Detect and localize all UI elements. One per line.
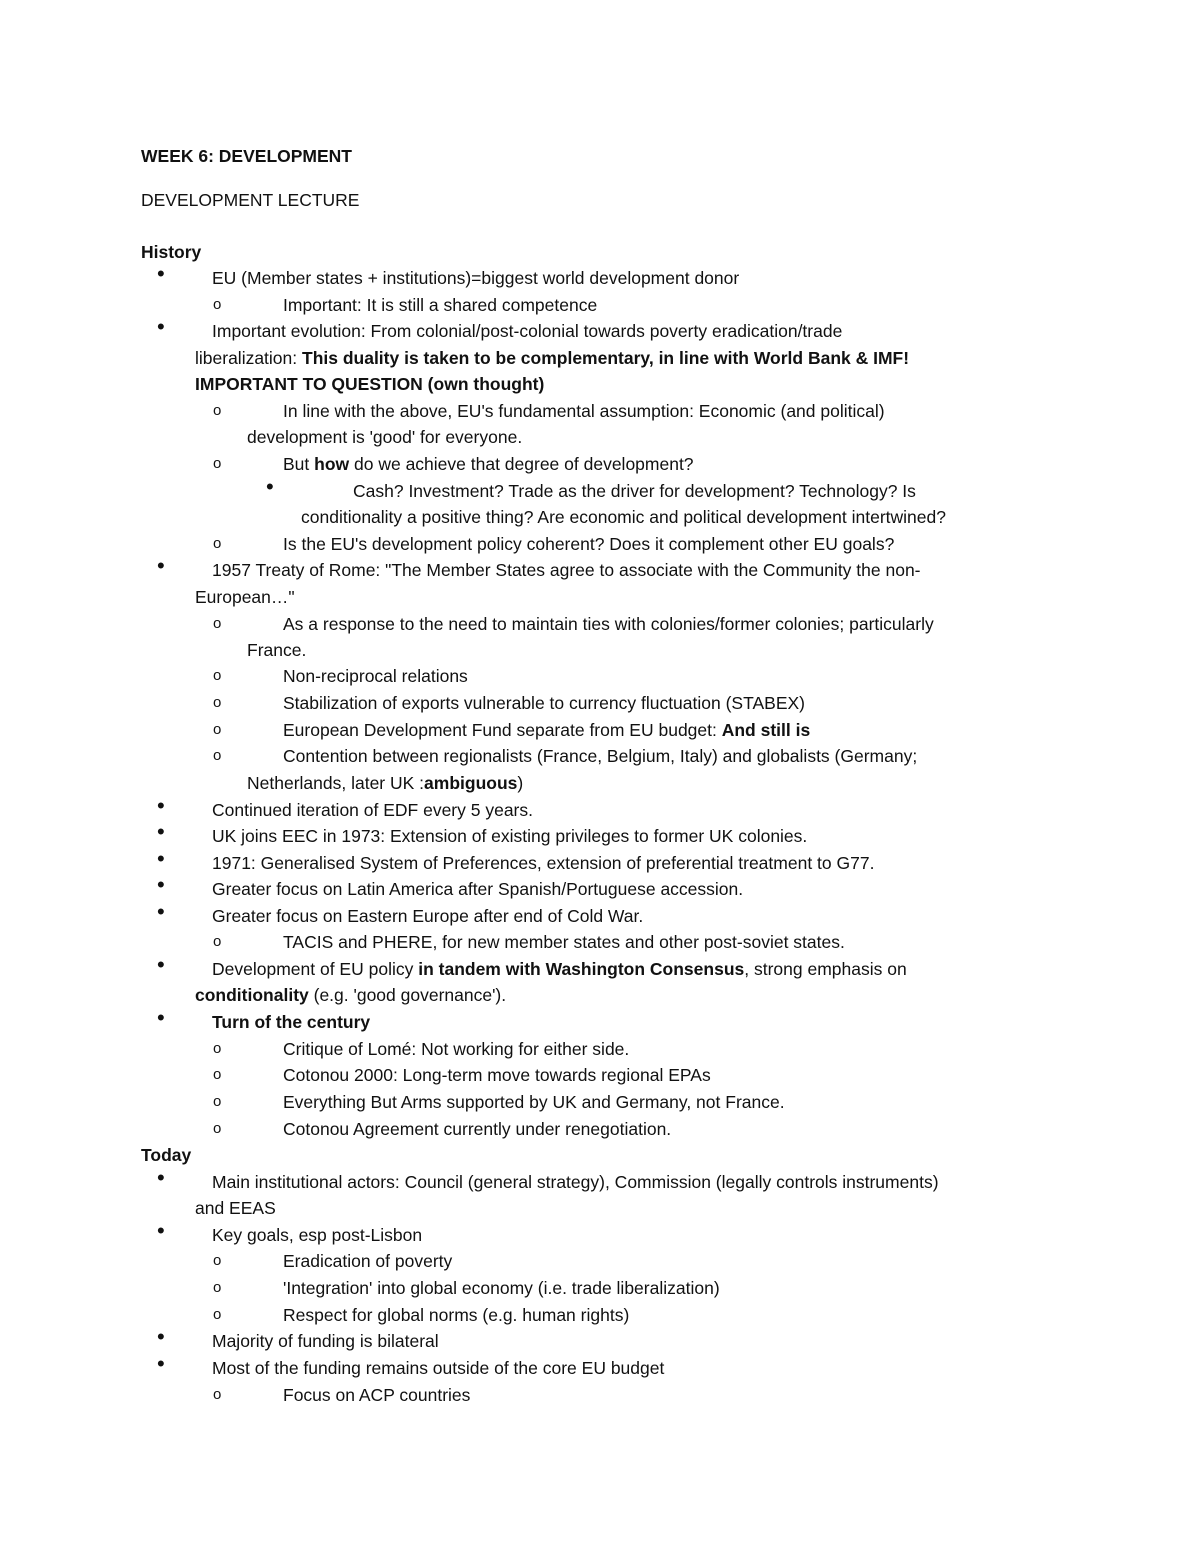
text-run: 1971: Generalised System of Preferences, extension of preferential treatment to G77. — [212, 853, 875, 873]
bold-text: conditionality — [195, 985, 309, 1005]
line-h2i2aa — [353, 480, 916, 502]
text-run: Important: It is still a shared competence — [283, 295, 598, 315]
line-h2i1b — [247, 426, 522, 448]
sub-bullet-icon: o — [213, 1279, 222, 1296]
line-h9b — [195, 984, 506, 1006]
text-run: Continued iteration of EDF every 5 years. — [212, 800, 533, 820]
line-h2a — [212, 320, 842, 342]
sub-bullet-icon: o — [213, 1306, 222, 1323]
sub-bullet-icon: o — [213, 615, 222, 632]
text-run: 1957 Treaty of Rome: "The Member States agree to associate with the Community the non- — [212, 560, 921, 580]
bold-text: ambiguous — [424, 773, 518, 793]
line-h3i1a — [283, 613, 934, 635]
line-h3i1b — [247, 639, 306, 661]
text-run: Greater focus on Latin America after Spanish/Portuguese accession. — [212, 879, 744, 899]
bullet-icon: • — [157, 819, 165, 844]
text-run: Majority of funding is bilateral — [212, 1331, 439, 1351]
text-run: , strong emphasis on — [744, 959, 907, 979]
text-run: Cotonou Agreement currently under renegotiation. — [283, 1119, 672, 1139]
line-h2i1a — [283, 400, 885, 422]
text-run: But — [283, 454, 315, 474]
sub-bullet-icon: o — [213, 455, 222, 472]
line-h3i5b — [247, 772, 523, 794]
bullet-icon: • — [157, 952, 165, 977]
line-h2b — [195, 347, 909, 369]
bullet-icon: • — [157, 1165, 165, 1190]
bullet-icon: • — [157, 899, 165, 924]
text-run: European…" — [195, 587, 295, 607]
bold-text: This duality is taken to be complementary, in line with World Bank & IMF! — [302, 348, 910, 368]
text-run: conditionality a positive thing? Are economic and political development intertwined? — [301, 507, 946, 527]
text-run: EU (Member states + institutions)=biggest world development donor — [212, 268, 740, 288]
bullet-icon: • — [157, 1218, 165, 1243]
line-h4 — [212, 799, 533, 821]
text-run: Netherlands, later UK : — [247, 773, 425, 793]
line-h1a — [283, 294, 597, 316]
text-run: Cash? Investment? Trade as the driver for development? Technology? Is — [353, 481, 916, 501]
bold-text: how — [314, 454, 350, 474]
line-h10 — [212, 1011, 370, 1033]
line-h10i1 — [283, 1038, 629, 1060]
line-t2i3 — [283, 1304, 629, 1326]
line-h8i1 — [283, 931, 845, 953]
line-h10i2 — [283, 1064, 711, 1086]
line-h3i5a — [283, 745, 917, 767]
text-run: (e.g. 'good governance'). — [308, 985, 507, 1005]
text-run: Everything But Arms supported by UK and Germany, not France. — [283, 1092, 785, 1112]
document-subtitle: DEVELOPMENT LECTURE — [141, 190, 360, 210]
sub-bullet-icon: o — [213, 535, 222, 552]
line-h2i3 — [283, 533, 894, 555]
line-t4 — [212, 1357, 664, 1379]
line-t2i2 — [283, 1277, 720, 1299]
sub-bullet-icon: o — [213, 402, 222, 419]
text-run: France. — [247, 640, 307, 660]
bullet-icon: • — [157, 1351, 165, 1376]
line-h3i4 — [283, 719, 810, 741]
bold-text: And still is — [721, 720, 811, 740]
line-h1 — [212, 267, 739, 289]
text-run: Most of the funding remains outside of the core EU budget — [212, 1358, 665, 1378]
section-heading-history: History — [141, 242, 202, 262]
line-h8 — [212, 905, 643, 927]
text-run: Stabilization of exports vulnerable to currency fluctuation (STABEX) — [283, 693, 806, 713]
line-h2i2ab — [301, 506, 946, 528]
bullet-icon: • — [157, 553, 165, 578]
sub-bullet-icon: o — [213, 667, 222, 684]
line-h2i2 — [283, 453, 694, 475]
line-t4i1 — [283, 1384, 470, 1406]
text-run: Greater focus on Eastern Europe after end of Cold War. — [212, 906, 644, 926]
text-run: do we achieve that degree of development? — [349, 454, 694, 474]
bullet-icon: • — [157, 314, 165, 339]
text-run: TACIS and PHERE, for new member states and other post-soviet states. — [283, 932, 845, 952]
line-h3a — [212, 559, 921, 581]
sub-bullet-icon: o — [213, 694, 222, 711]
bullet-icon: • — [157, 793, 165, 818]
text-run: UK joins EEC in 1973: Extension of existing privileges to former UK colonies. — [212, 826, 808, 846]
text-run: Respect for global norms (e.g. human rights) — [283, 1305, 630, 1325]
sub-bullet-icon: o — [213, 747, 222, 764]
text-run: Focus on ACP countries — [283, 1385, 471, 1405]
line-h6 — [212, 852, 874, 874]
text-run: Cotonou 2000: Long-term move towards regional EPAs — [283, 1065, 711, 1085]
section-heading-today: Today — [141, 1145, 192, 1165]
bullet-icon: • — [157, 261, 165, 286]
bullet-icon: • — [157, 1005, 165, 1030]
text-run: Contention between regionalists (France, Belgium, Italy) and globalists (Germany; — [283, 746, 918, 766]
sub-bullet-icon: o — [213, 1120, 222, 1137]
text-run: European Development Fund separate from EU budget: — [283, 720, 722, 740]
text-run: Key goals, esp post-Lisbon — [212, 1225, 423, 1245]
text-run: 'Integration' into global economy (i.e. trade liberalization) — [283, 1278, 720, 1298]
line-t2 — [212, 1224, 422, 1246]
text-run: ) — [517, 773, 524, 793]
sub-bullet-icon: o — [213, 1386, 222, 1403]
text-run: Development of EU policy — [212, 959, 419, 979]
line-t2i1 — [283, 1250, 452, 1272]
bold-text: IMPORTANT TO QUESTION (own thought) — [195, 374, 545, 394]
line-t3 — [212, 1330, 439, 1352]
line-h3i2 — [283, 665, 468, 687]
line-h7 — [212, 878, 743, 900]
bold-text: in tandem with Washington Consensus — [418, 959, 745, 979]
bullet-icon: • — [157, 846, 165, 871]
sub-bullet-icon: o — [213, 296, 222, 313]
text-run: In line with the above, EU's fundamental assumption: Economic (and political) — [283, 401, 885, 421]
sub-bullet-icon: o — [213, 1252, 222, 1269]
text-run: Main institutional actors: Council (general strategy), Commission (legally controls instruments) — [212, 1172, 939, 1192]
text-run: development is 'good' for everyone. — [247, 427, 523, 447]
line-h10i4 — [283, 1118, 671, 1140]
bullet-icon: • — [157, 1324, 165, 1349]
line-h3b — [195, 586, 295, 608]
sub-bullet-icon: o — [213, 721, 222, 738]
line-h5 — [212, 825, 807, 847]
line-h2c — [195, 373, 544, 395]
text-run: liberalization: — [195, 348, 302, 368]
sub-bullet-icon: o — [213, 1066, 222, 1083]
line-h3i3 — [283, 692, 805, 714]
line-t1a — [212, 1171, 939, 1193]
sub-bullet-icon: o — [213, 933, 222, 950]
line-h10i3 — [283, 1091, 785, 1113]
line-t1b — [195, 1197, 276, 1219]
sub-bullet-icon: o — [213, 1093, 222, 1110]
text-run: Is the EU's development policy coherent? Does it complement other EU goals? — [283, 534, 895, 554]
document-title: WEEK 6: DEVELOPMENT — [141, 146, 352, 166]
line-h9a — [212, 958, 907, 980]
text-run: Non-reciprocal relations — [283, 666, 468, 686]
text-run: Eradication of poverty — [283, 1251, 453, 1271]
text-run: Important evolution: From colonial/post-colonial towards poverty eradication/trade — [212, 321, 843, 341]
text-run: and EEAS — [195, 1198, 276, 1218]
sub-sub-bullet-icon: • — [266, 474, 274, 499]
text-run: As a response to the need to maintain ties with colonies/former colonies; particularly — [283, 614, 934, 634]
text-run: Critique of Lomé: Not working for either side. — [283, 1039, 630, 1059]
bold-text: Turn of the century — [212, 1012, 371, 1032]
bullet-icon: • — [157, 872, 165, 897]
sub-bullet-icon: o — [213, 1040, 222, 1057]
